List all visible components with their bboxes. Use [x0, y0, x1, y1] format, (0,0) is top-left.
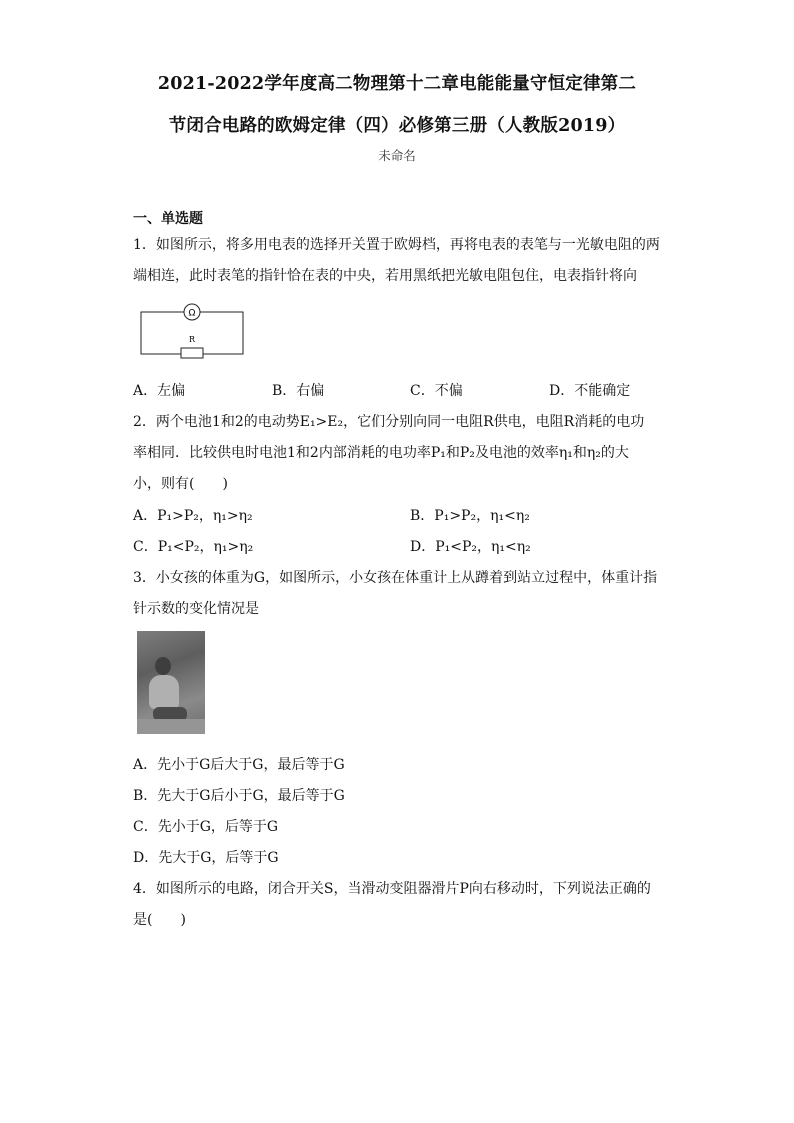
q1-option-d: D．不能确定 [549, 383, 631, 399]
q1-option-c: C．不偏 [410, 383, 463, 399]
q3-option-c: C．先小于G，后等于G [133, 819, 279, 835]
document-title-line-1: 2021-2022学年度高二物理第十二章电能能量守恒定律第二 [157, 74, 637, 94]
q2-text-line-3: 小，则有( ) [133, 476, 228, 492]
document-title-line-2: 节闭合电路的欧姆定律（四）必修第三册（人教版2019） [168, 116, 626, 136]
q3-option-a: A．先小于G后大于G，最后等于G [133, 757, 345, 773]
q4-text-line-1: 4．如图所示的电路，闭合开关S，当滑动变阻器滑片P向右移动时，下列说法正确的 [133, 881, 651, 897]
q2-text-line-2: 率相同．比较供电时电池1和2内部消耗的电功率P₁和P₂及电池的效率η₁和η₂的大 [133, 445, 629, 461]
document-subtitle: 未命名 [378, 148, 416, 163]
q1-text-line-2: 端相连，此时表笔的指针恰在表的中央，若用黑纸把光敏电阻包住，电表指针将向 [133, 268, 637, 284]
resistor-symbol [181, 348, 203, 358]
q3-text-line-1: 3．小女孩的体重为G，如图所示，小女孩在体重计上从蹲着到站立过程中，体重计指 [133, 570, 658, 586]
section-heading: 一、单选题 [133, 211, 203, 227]
q3-girl-on-scale-photo [137, 631, 205, 734]
q2-option-b: B．P₁>P₂，η₁<η₂ [410, 508, 530, 524]
q2-option-a: A．P₁>P₂，η₁>η₂ [133, 508, 253, 524]
q1-option-b: B．右偏 [272, 383, 325, 399]
resistor-label: R [188, 335, 196, 344]
q2-option-d: D．P₁<P₂，η₁<η₂ [410, 539, 531, 555]
q2-text-line-1: 2．两个电池1和2的电动势E₁>E₂，它们分别向同一电阻R供电，电阻R消耗的电功 [133, 414, 645, 430]
q3-text-line-2: 针示数的变化情况是 [133, 601, 259, 617]
q3-option-d: D．先大于G，后等于G [133, 850, 279, 866]
ohmmeter-label: Ω [188, 308, 196, 319]
q1-circuit-diagram [138, 298, 246, 360]
q4-text-line-2: 是( ) [133, 912, 186, 928]
q1-option-a: A．左偏 [133, 383, 186, 399]
q2-option-c: C．P₁<P₂，η₁>η₂ [133, 539, 254, 555]
q3-option-b: B．先大于G后小于G，最后等于G [133, 788, 345, 804]
q1-text-line-1: 1．如图所示，将多用电表的选择开关置于欧姆档，再将电表的表笔与一光敏电阻的两 [133, 237, 660, 253]
